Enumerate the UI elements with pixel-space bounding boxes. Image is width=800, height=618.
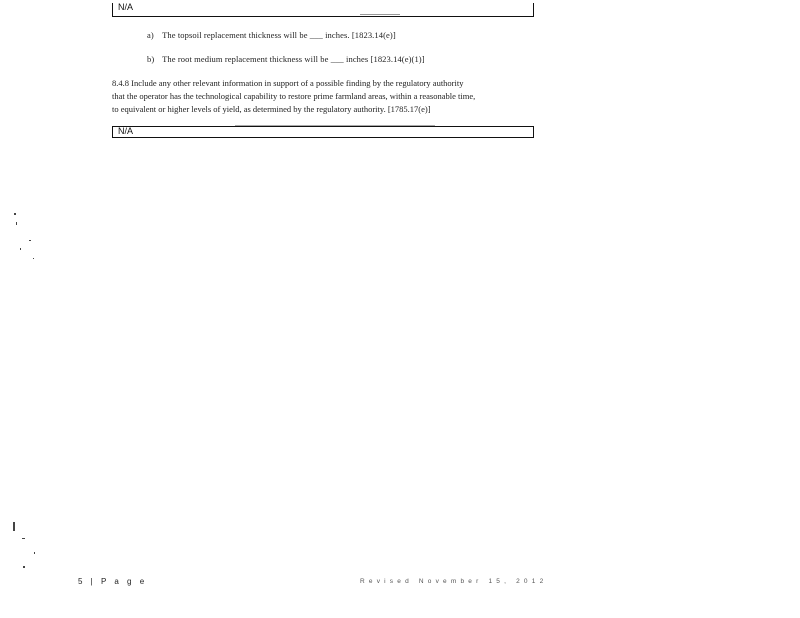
scan-speck [34,552,35,554]
scan-speck [23,566,25,568]
item-marker: a) [147,30,154,40]
page-number: 5 | P a g e [78,577,148,586]
scan-speck [33,258,34,259]
scan-speck [22,538,25,539]
paragraph-line: that the operator has the technological capability to restore prime farmland areas, within a reasonable time, [112,91,476,101]
paragraph-line: 8.4.8 Include any other relevant information in support of a possible finding by the regulatory authority [112,78,464,88]
answer-box-top [112,3,534,17]
item-marker: b) [147,54,155,64]
answer-box-8-4-8 [112,126,534,138]
scan-speck [29,240,31,241]
answer-value: N/A [118,2,134,12]
item-text: The root medium replacement thickness will be ___ inches [1823.14(e)(1)] [162,54,425,64]
item-text: The topsoil replacement thickness will be ___ inches. [1823.14(e)] [162,30,396,40]
scan-speck [20,248,21,250]
answer-value: N/A [118,126,134,136]
scan-speck [360,14,400,15]
item-topsoil-thickness [147,30,396,40]
paragraph-line: to equivalent or higher levels of yield, as determined by the regulatory authority. [1785.17(e)] [112,104,431,114]
scan-speck [16,222,17,225]
scan-speck [14,213,16,215]
revision-date: Revised November 15, 2012 [360,578,548,585]
scan-speck [13,522,15,531]
section-8-4-8-paragraph [112,77,542,116]
item-root-medium-thickness [147,54,425,64]
scan-speck [235,125,435,126]
